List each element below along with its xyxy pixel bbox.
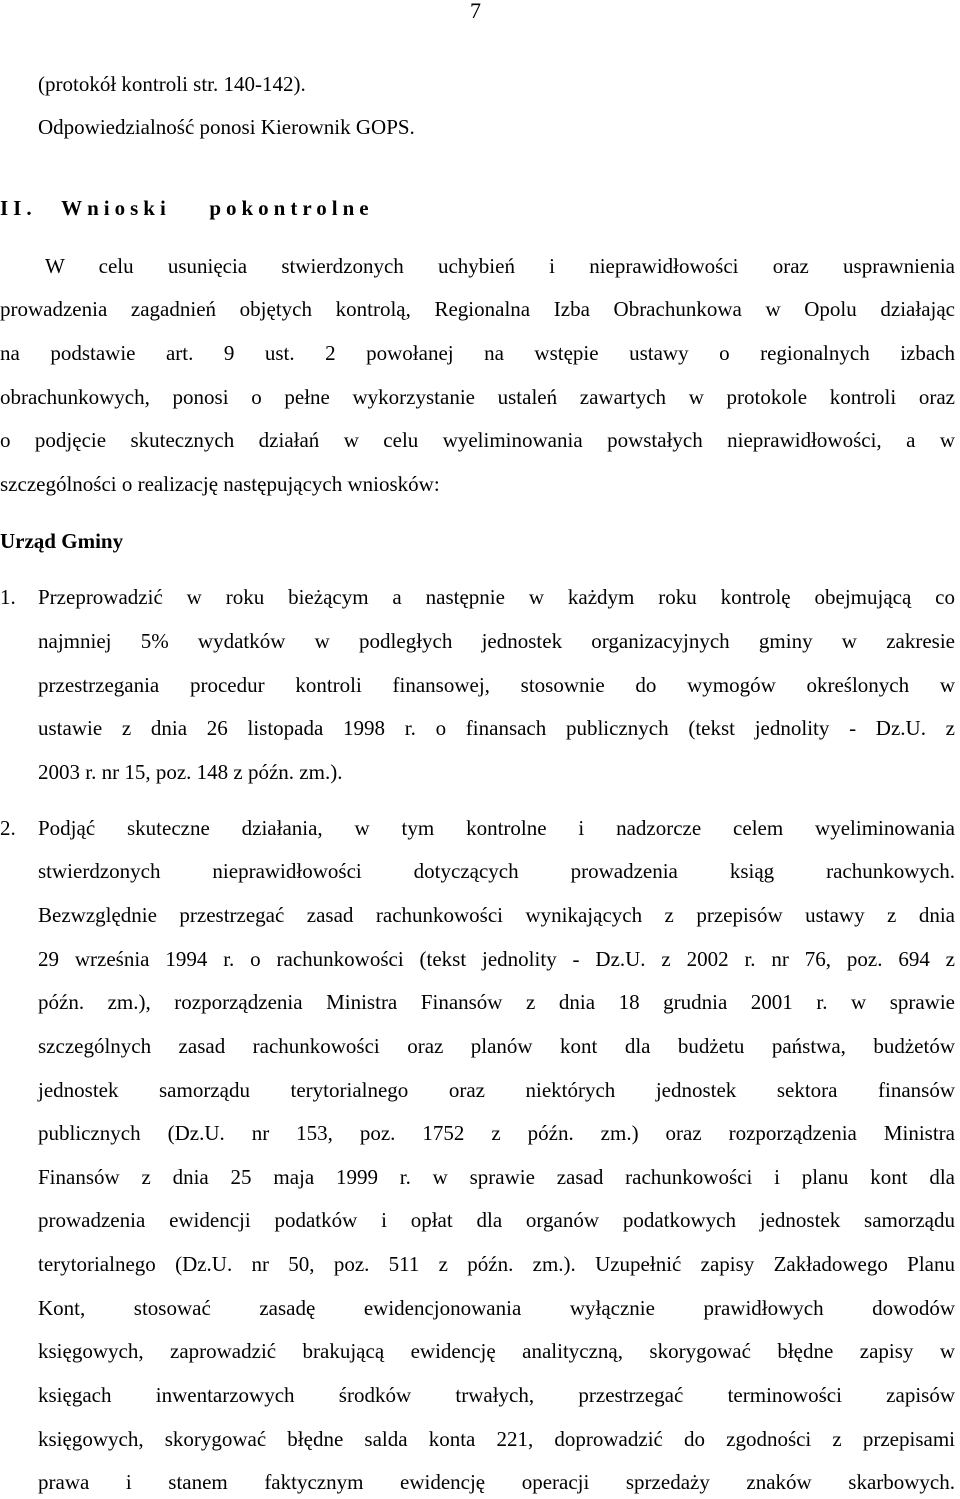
paragraph-line: o podjęcie skutecznych działań w celu wyeliminowania powstałych nieprawidłowości, a w: [0, 428, 955, 452]
item-line: Kont, stosować zasadę ewidencjonowania wyłącznie prawidłowych dowodów: [38, 1296, 955, 1320]
item-number: 2.: [0, 816, 16, 840]
intro-line-2: Odpowiedzialność ponosi Kierownik GOPS.: [38, 115, 415, 139]
item-line: Przeprowadzić w roku bieżącym a następnie w każdym roku kontrolę obejmującą co: [38, 585, 955, 609]
section-title-a: Wnioski: [61, 196, 171, 220]
item-line: Bezwzględnie przestrzegać zasad rachunkowości wynikających z przepisów ustawy z dnia: [38, 903, 955, 927]
item-line: księgowych, skorygować błędne salda konta 221, doprowadzić do zgodności z przepisami: [38, 1427, 955, 1451]
item-line: Podjąć skuteczne działania, w tym kontrolne i nadzorcze celem wyeliminowania: [38, 816, 955, 840]
item-line: księgach inwentarzowych środków trwałych, przestrzegać terminowości zapisów: [38, 1383, 955, 1407]
intro-line-1: (protokół kontroli str. 140-142).: [38, 72, 306, 96]
paragraph-line: szczególności o realizację następujących wniosków:: [0, 472, 440, 496]
item-line: prowadzenia ewidencji podatków i opłat dla organów podatkowych jednostek samorządu: [38, 1208, 955, 1232]
item-line: Finansów z dnia 25 maja 1999 r. w sprawie zasad rachunkowości i planu kont dla: [38, 1165, 955, 1189]
item-line: publicznych (Dz.U. nr 153, poz. 1752 z późn. zm.) oraz rozporządzenia Ministra: [38, 1121, 955, 1145]
item-line: przestrzegania procedur kontroli finansowej, stosownie do wymogów określonych w: [38, 673, 955, 697]
section-title-b: pokontrolne: [209, 196, 374, 220]
page-number: 7: [470, 0, 481, 23]
item-line: późn. zm.), rozporządzenia Ministra Finansów z dnia 18 grudnia 2001 r. w sprawie: [38, 990, 955, 1014]
paragraph-line: W celu usunięcia stwierdzonych uchybień i nieprawidłowości oraz usprawnienia: [45, 254, 955, 278]
paragraph-line: obrachunkowych, ponosi o pełne wykorzystanie ustaleń zawartych w protokole kontroli oraz: [0, 385, 955, 409]
item-number: 1.: [0, 585, 16, 609]
item-line: najmniej 5% wydatków w podległych jednostek organizacyjnych gminy w zakresie: [38, 629, 955, 653]
item-line: prawa i stanem faktycznym ewidencję operacji sprzedaży znaków skarbowych.: [38, 1470, 955, 1494]
item-line: szczególnych zasad rachunkowości oraz planów kont dla budżetu państwa, budżetów: [38, 1034, 955, 1058]
item-line: księgowych, zaprowadzić brakującą ewidencję analityczną, skorygować błędne zapisy w: [38, 1339, 955, 1363]
item-line: 2003 r. nr 15, poz. 148 z późn. zm.).: [38, 760, 343, 784]
item-line: 29 września 1994 r. o rachunkowości (tekst jednolity - Dz.U. z 2002 r. nr 76, poz. 694 z: [38, 947, 955, 971]
section-roman: II.: [0, 196, 37, 220]
item-line: stwierdzonych nieprawidłowości dotyczących prowadzenia ksiąg rachunkowych.: [38, 859, 955, 883]
subheading: Urząd Gminy: [0, 529, 124, 553]
item-line: terytorialnego (Dz.U. nr 50, poz. 511 z późn. zm.). Uzupełnić zapisy Zakładowego Planu: [38, 1252, 955, 1276]
paragraph-line: prowadzenia zagadnień objętych kontrolą, Regionalna Izba Obrachunkowa w Opolu działając: [0, 297, 955, 321]
paragraph-line: na podstawie art. 9 ust. 2 powołanej na wstępie ustawy o regionalnych izbach: [0, 341, 955, 365]
section-heading: [0, 198, 374, 219]
item-line: jednostek samorządu terytorialnego oraz niektórych jednostek sektora finansów: [38, 1078, 955, 1102]
item-line: ustawie z dnia 26 listopada 1998 r. o finansach publicznych (tekst jednolity - Dz.U. z: [38, 716, 955, 740]
